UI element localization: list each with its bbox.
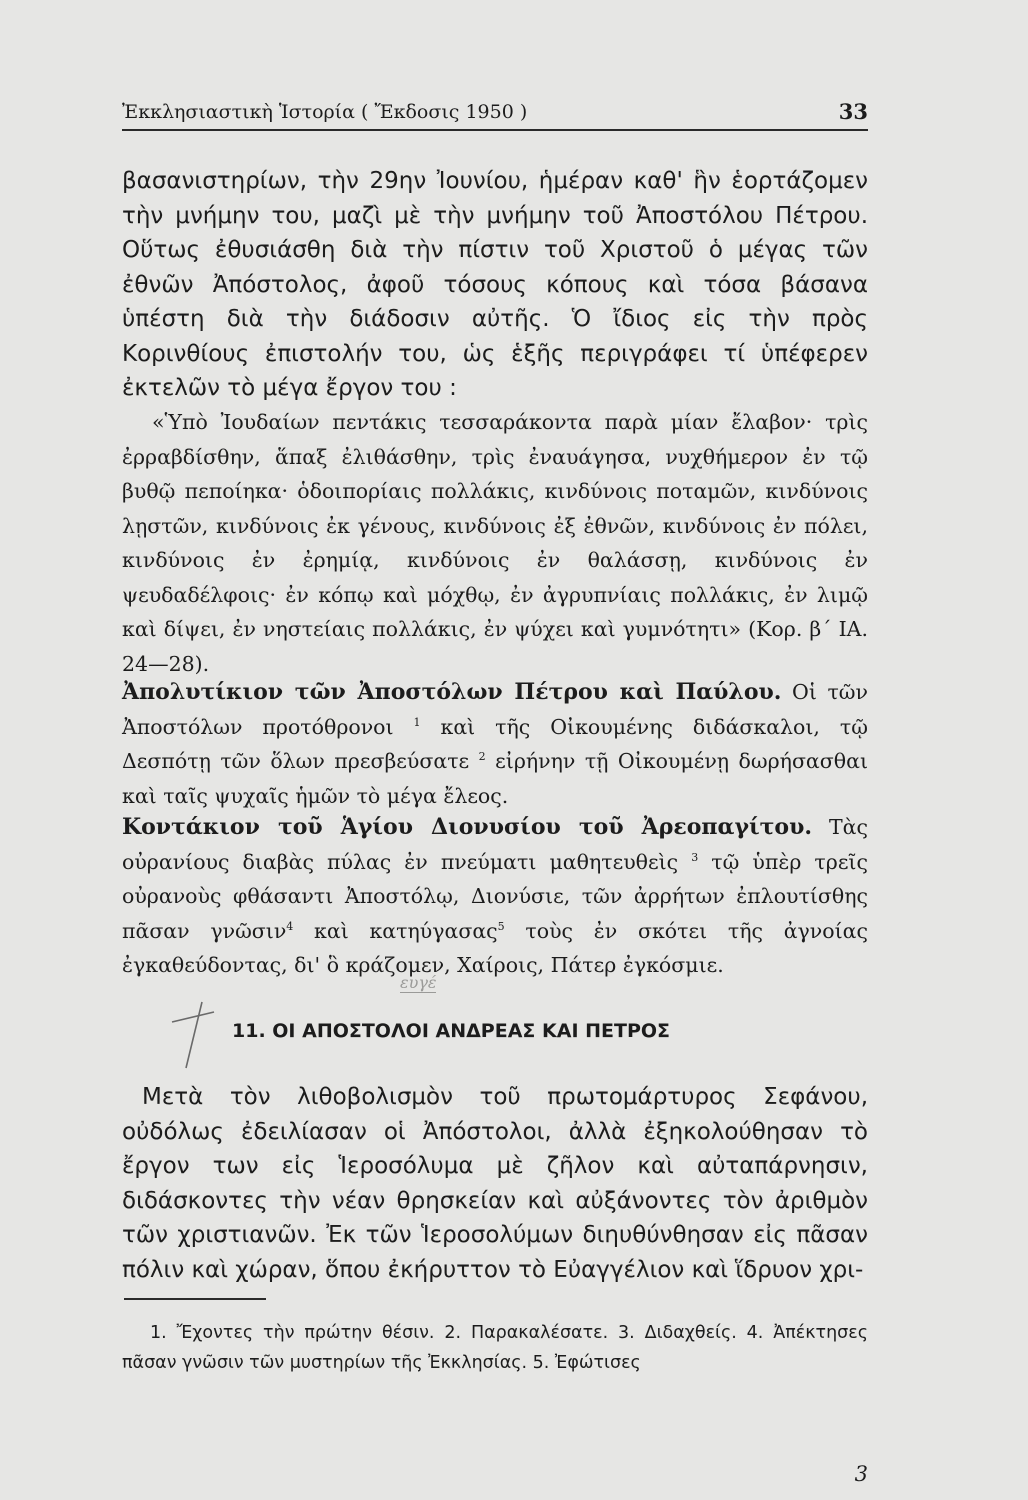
signature-mark: 3 — [854, 1462, 868, 1486]
pencil-cross-mark — [168, 1000, 218, 1070]
footnote-ref-2: 2 — [478, 750, 486, 764]
footnote-separator — [124, 1298, 266, 1300]
header-title: Ἐκκλησιαστικὴ Ἱστορία ( Ἔκδοσις 1950 ) — [122, 101, 528, 123]
kontakion-text-c: καὶ κατηύγασας — [314, 918, 498, 943]
footnote-ref-1: 1 — [413, 715, 421, 729]
section-title: 11. ΟΙ ΑΠΟΣΤΟΛΟΙ ΑΝΔΡΕΑΣ ΚΑΙ ΠΕΤΡΟΣ — [232, 1020, 671, 1042]
kontakion-heading: Κοντάκιον τοῦ Ἁγίου Διονυσίου τοῦ Ἀρεοπαγίτου. — [122, 814, 813, 840]
kontakion-text-d: τοὺς ἐν σκότει τῆς ἀγνοίας ἐγκαθεύδοντας, δι' ὃ κράζομεν, Χαίροις, Πάτερ ἐγκόσμιε. — [122, 918, 868, 977]
apolytikion-heading: Ἀπολυτίκιον τῶν Ἀποστόλων Πέτρου καὶ Παύλου. — [122, 679, 782, 705]
apolytikion-text-b: καὶ τῆς Οἰκουμένης διδάσκαλοι, τῷ Δεσπότῃ τῶν ὅλων πρεσβεύσατε — [122, 714, 868, 773]
footnote-ref-5: 5 — [497, 919, 505, 933]
quote-corinthians: «Ὑπὸ Ἰουδαίων πεντάκις τεσσαράκοντα παρὰ μίαν ἔλαβον· τρὶς ἐρραβδίσθην, ἅπαξ ἐλιθάσθην, τρὶς ἐναυάγησα, νυχθήμερον ἐν τῷ βυθῷ πεποίηκα· ὁδοιπορίαις πολλάκις, κινδύνοις ποταμῶν, κινδύνοις λῃστῶν, κινδύνοις ἐκ γένους, κινδύνοις ἐξ ἐθνῶν, κινδύνοις ἐν πόλει, κινδύνοις ἐν ἐρημίᾳ, κινδύνοις ἐν θαλάσσῃ, κινδύνοις ἐν ψευδαδέλφοις· ἐν κόπῳ καὶ μόχθῳ, ἐν ἀγρυπνίαις πολλάκις, ἐν λιμῷ καὶ δίψει, ἐν νηστείαις πολλάκις, ἐν ψύχει καὶ γυμνότητι» (Κορ. β΄ ΙΑ. 24—28). — [122, 410, 868, 676]
footnote-ref-4: 4 — [286, 919, 294, 933]
running-header — [122, 97, 868, 131]
footnote-ref-3: 3 — [691, 850, 699, 864]
paragraph-5: Μετὰ τὸν λιθοβολισμὸν τοῦ πρωτομάρτυρος Σεφάνου, οὐδόλως ἐδειλίασαν οἱ Ἀπόστολοι, ἀλλὰ ἐξηκολούθησαν τὸ ἔργον των εἰς Ἱεροσόλυμα μὲ ζῆλον καὶ αὐταπάρνησιν, διδάσκοντες τὴν νέαν θρησκείαν καὶ αὐξάνοντες τὸν ἀριθμὸν τῶν χριστιανῶν. Ἐκ τῶν Ἱεροσολύμων διηυθύνθησαν εἰς πᾶσαν πόλιν καὶ χώραν, ὅπου ἐκήρυττον τὸ Εὐαγγέλιον καὶ ἵδρυον χρι- — [122, 1084, 868, 1283]
footnotes: 1. Ἔχοντες τὴν πρώτην θέσιν. 2. Παρακαλέσατε. 3. Διδαχθείς. 4. Ἀπέκτησες πᾶσαν γνῶσιν τῶν μυστηρίων τῆς Ἐκκλησίας. 5. Ἐφώτισες — [122, 1323, 868, 1373]
kontakion-text-a: Τὰς οὐρανίους διαβὰς πύλας ἐν πνεύματι μαθητευθεὶς — [122, 815, 868, 874]
pencil-annotation: ευγέ — [400, 973, 437, 992]
kontakion-paragraph — [122, 810, 868, 983]
apolytikion-text-a: Οἱ τῶν Ἀποστόλων προτόθρονοι — [122, 680, 868, 739]
apolytikion-paragraph — [122, 675, 868, 813]
apolytikion-text-c: εἰρήνην τῇ Οἰκουμένῃ δωρήσασθαι καὶ ταῖς ψυχαῖς ἡμῶν τὸ μέγα ἔλεος. — [122, 749, 868, 808]
paragraph-1: βασανιστηρίων, τὴν 29ην Ἰουνίου, ἡμέραν καθ' ἣν ἑορτάζομεν τὴν μνήμην του, μαζὶ μὲ τὴν μνήμην τοῦ Ἀποστόλου Πέτρου. Οὕτως ἐθυσιάσθη διὰ τὴν πίστιν τοῦ Χριστοῦ ὁ μέγας τῶν ἐθνῶν Ἀπόστολος, ἀφοῦ τόσους κόπους καὶ τόσα βάσανα ὑπέστη διὰ τὴν διάδοσιν αὐτῆς. Ὁ ἴδιος εἰς τὴν πρὸς Κορινθίους ἐπιστολήν του, ὡς ἑξῆς περιγράφει τί ὑπέφερεν ἐκτελῶν τὸ μέγα ἔργον του : — [122, 168, 868, 401]
kontakion-text-b: τῷ ὑπὲρ τρεῖς οὐρανοὺς φθάσαντι Ἀποστόλῳ, Διονύσιε, τῶν ἀρρήτων ἐπλουτίσθης πᾶσαν γνῶσιν — [122, 849, 868, 943]
page-number: 33 — [838, 99, 868, 124]
